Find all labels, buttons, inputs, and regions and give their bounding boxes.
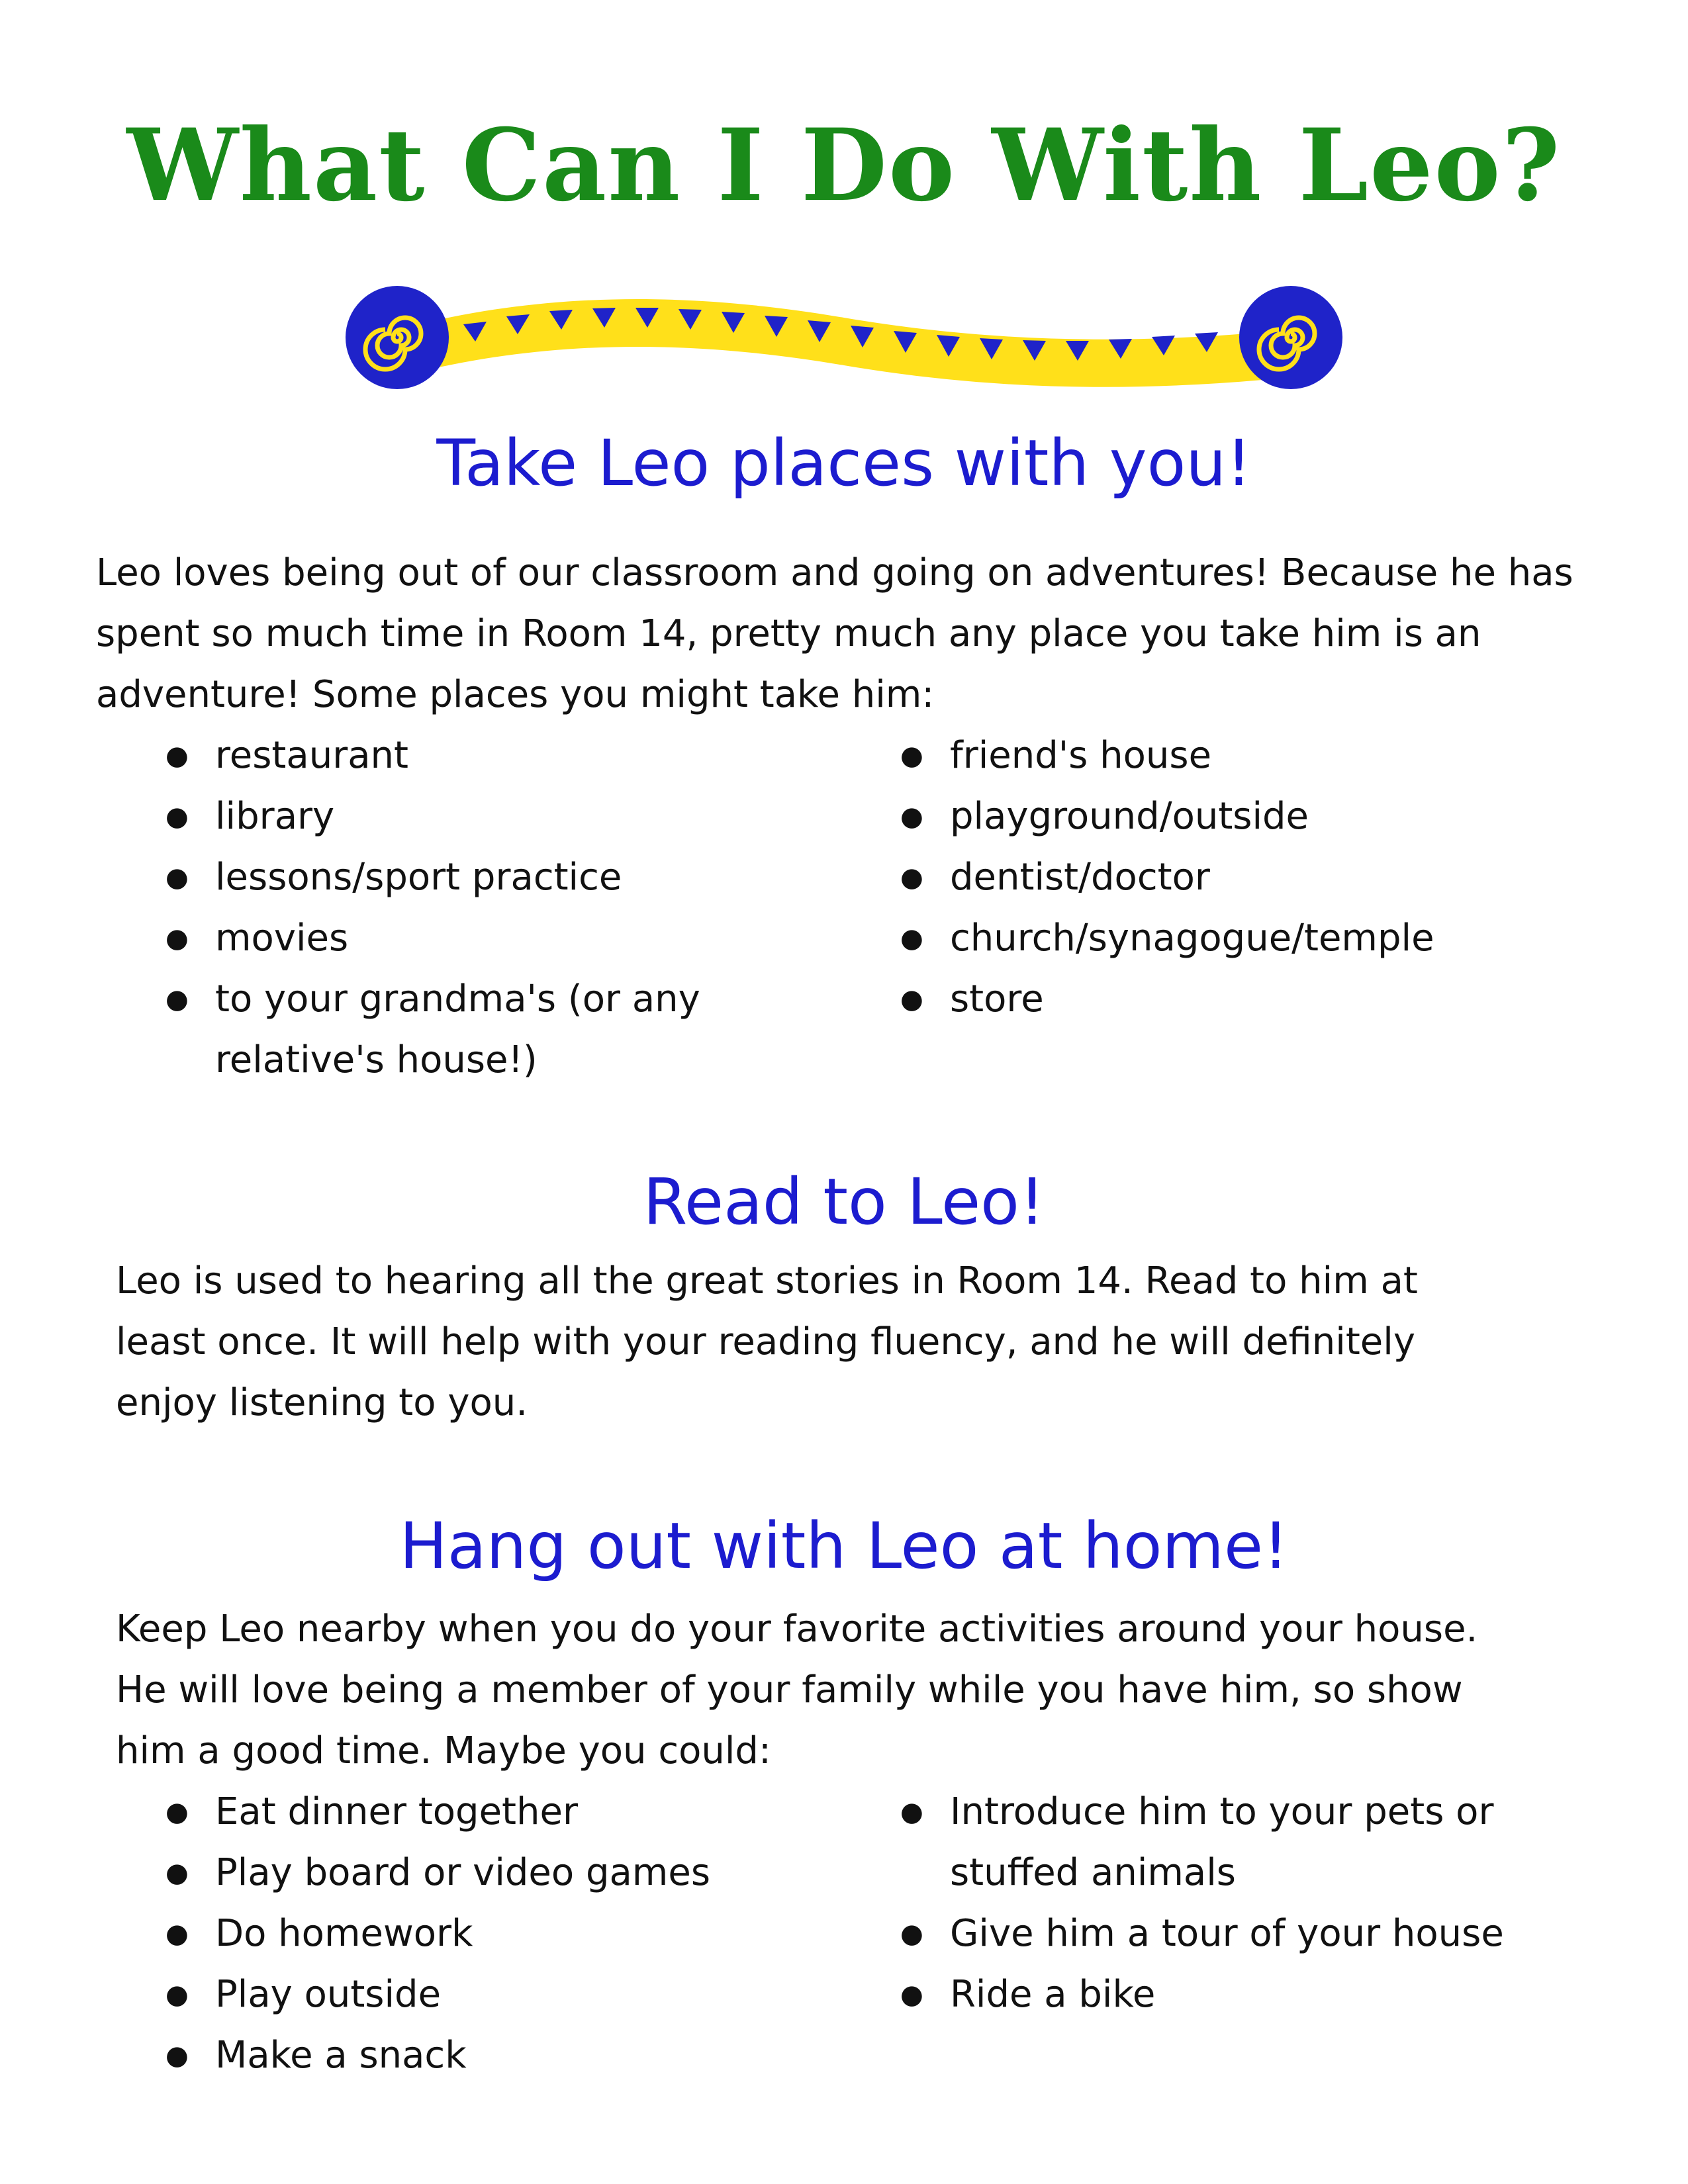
places-list-right	[831, 725, 1572, 1030]
list-item: ● Play outside	[96, 1964, 811, 2025]
list-item: ● friend's house	[831, 725, 1572, 786]
list-item: ● Make a snack	[96, 2025, 811, 2086]
bullet-icon: ●	[165, 1919, 189, 1949]
bullet-icon: ●	[165, 984, 189, 1015]
bullet-icon: ●	[900, 1919, 923, 1949]
home-list-left	[96, 1782, 811, 2086]
list-item: ● playground/outside	[831, 786, 1572, 847]
bullet-icon: ●	[165, 1797, 189, 1827]
places-intro: Leo loves being out of our classroom and going on adventures! Because he has spent so much time in Room 14, pretty much any place you take him is an adventure! Some places you might take him:	[96, 551, 1573, 716]
bullet-icon: ●	[900, 984, 923, 1015]
read-body: Leo is used to hearing all the great stories in Room 14. Read to him at least once. It will help with your reading fluency, and he will definitely enjoy listening to you.	[116, 1259, 1418, 1424]
list-item: ● Do homework	[96, 1903, 811, 1964]
bullet-icon: ●	[900, 1979, 923, 2010]
list-item: ● Ride a bike	[831, 1964, 1506, 2025]
section-heading-read: Read to Leo!	[643, 1165, 1045, 1239]
bullet-icon: ●	[165, 1979, 189, 2010]
home-list-right	[831, 1782, 1506, 2025]
places-list-left	[96, 725, 811, 1091]
bullet-icon: ●	[165, 1858, 189, 1888]
section-heading-home: Hang out with Leo at home!	[399, 1509, 1289, 1583]
list-item: ● restaurant	[96, 725, 811, 786]
bullet-icon: ●	[165, 801, 189, 832]
bullet-icon: ●	[165, 2040, 189, 2071]
bullet-icon: ●	[900, 741, 923, 771]
list-item: ● lessons/sport practice	[96, 847, 811, 908]
list-item: ● movies	[96, 908, 811, 969]
list-item: ● Eat dinner together	[96, 1782, 811, 1843]
list-item: ● store	[831, 969, 1572, 1030]
list-item: ● library	[96, 786, 811, 847]
home-intro: Keep Leo nearby when you do your favorite activities around your house. He will love being a member of your family while you have him, so show him a good time. Maybe you could:	[116, 1608, 1478, 1772]
list-item: ● Give him a tour of your house	[831, 1903, 1546, 1964]
bullet-icon: ●	[900, 862, 923, 893]
list-item: ● dentist/doctor	[831, 847, 1572, 908]
right-spiral-icon	[1239, 286, 1342, 389]
list-item: ● to your grandma's (or any relative's house!)	[96, 969, 731, 1091]
bullet-icon: ●	[165, 923, 189, 954]
bullet-icon: ●	[165, 862, 189, 893]
decorative-banner	[344, 278, 1344, 397]
bullet-icon: ●	[165, 741, 189, 771]
list-item: ● Introduce him to your pets or stuffed animals	[831, 1782, 1572, 1903]
list-item: ● church/synagogue/temple	[831, 908, 1572, 969]
bullet-icon: ●	[900, 1797, 923, 1827]
bullet-icon: ●	[900, 923, 923, 954]
bullet-icon: ●	[900, 801, 923, 832]
list-item: ● Play board or video games	[96, 1843, 811, 1903]
section-heading-places: Take Leo places with you!	[436, 426, 1252, 500]
page-title: What Can I Do With Leo?	[126, 107, 1562, 224]
left-spiral-icon	[346, 286, 449, 389]
